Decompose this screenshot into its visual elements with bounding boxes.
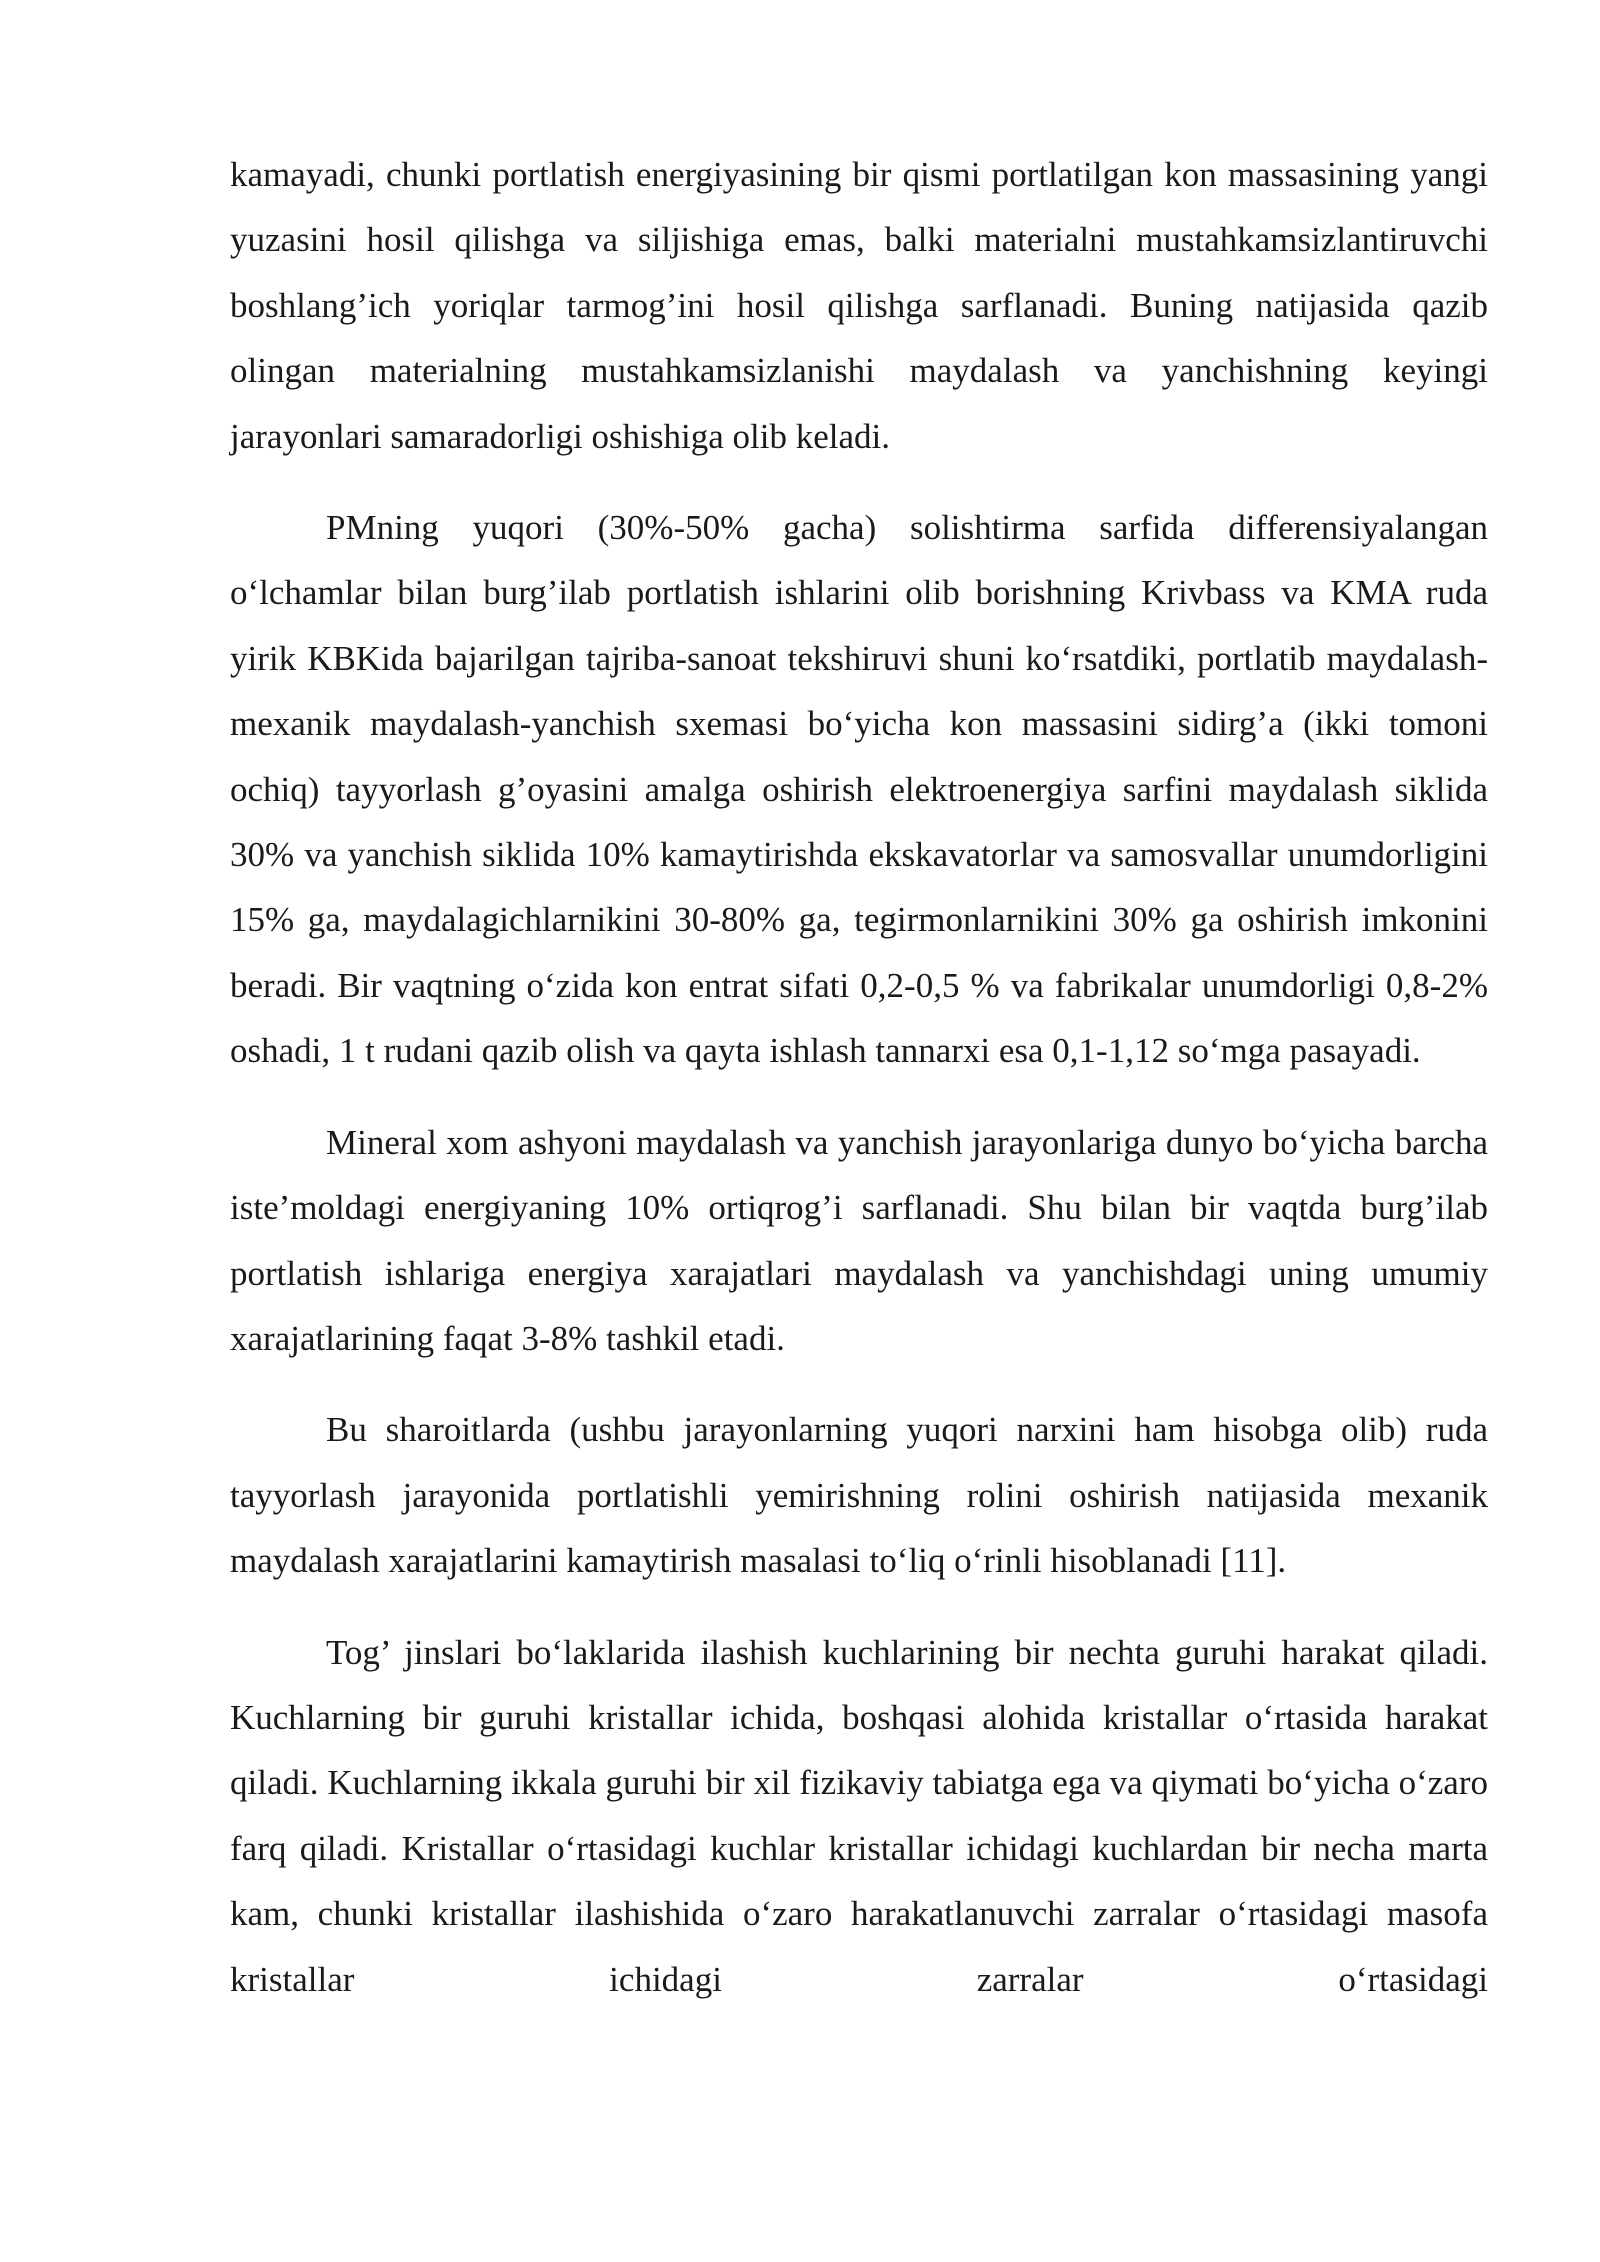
paragraph-5: Tog’ jinslari bo‘laklarida ilashish kuchlarining bir nechta guruhi harakat qiladi. Kuchlarning bir guruhi kristallar ichida, boshqasi alohida kristallar o‘rtasida harakat qiladi. Kuchlarning ikkala guruhi bir xil fizikaviy tabiatga ega va qiymati bo‘yicha o‘zaro farq qiladi. Kristallar o‘rtasidagi kuchlar kristallar ichidagi kuchlardan bir necha marta kam, chunki kristallar ilashishida o‘zaro harakatlanuvchi zarralar o‘rtasidagi masofa kristallar ichidagi zarralar o‘rtasidagi xyxy=(230,1632,1488,1999)
paragraph-2: PMning yuqori (30%-50% gacha) solishtirma sarfida differensiyalangan o‘lchamlar bilan burg’ilab portlatish ishlarini olib borishning Krivbass va KMA ruda yirik KBKida bajarilgan tajriba-sanoat tekshiruvi shuni ko‘rsatdiki, portlatib maydalash-mexanik maydalash-yanchish sxemasi bo‘yicha kon massasini sidirg’a (ikki tomoni ochiq) tayyorlash g’oyasini amalga oshirish elektroenergiya sarfini maydalash siklida 30% va yanchish siklida 10% kamaytirishda ekskavatorlar va samosvallar unumdorligini 15% ga, maydalagichlarnikini 30-80% ga, tegirmonlarnikini 30% ga oshirish imkonini beradi. Bir vaqtning o‘zida kon entrat sifati 0,2-0,5 % va fabrikalar unumdorligi 0,8-2% oshadi, 1 t rudani qazib olish va qayta ishlash tannarxi esa 0,1-1,12 so‘mga pasayadi. xyxy=(230,508,1488,1071)
paragraph-4: Bu sharoitlarda (ushbu jarayonlarning yuqori narxini ham hisobga olib) ruda tayyorlash jarayonida portlatishli yemirishning rolini oshirish natijasida mexanik maydalash xarajatlarini kamaytirish masalasi to‘liq o‘rinli hisoblanadi [11]. xyxy=(230,1410,1488,1581)
paragraph-3: Mineral xom ashyoni maydalash va yanchish jarayonlariga dunyo bo‘yicha barcha iste’moldagi energiyaning 10% ortiqrog’i sarflanadi. Shu bilan bir vaqtda burg’ilab portlatish ishlariga energiya xarajatlari maydalash va yanchishdagi uning umumiy xarajatlarining faqat 3-8% tashkil etadi. xyxy=(230,1122,1488,1358)
page-body xyxy=(230,142,1488,2012)
paragraph-1: kamayadi, chunki portlatish energiyasining bir qismi portlatilgan kon massasining yangi yuzasini hosil qilishga va siljishiga emas, balki materialni mustahkamsizlantiruvchi boshlang’ich yoriqlar tarmog’ini hosil qilishga sarflanadi. Buning natijasida qazib olingan materialning mustahkamsizlanishi maydalash va yanchishning keyingi jarayonlari samaradorligi oshishiga olib keladi. xyxy=(230,155,1488,456)
